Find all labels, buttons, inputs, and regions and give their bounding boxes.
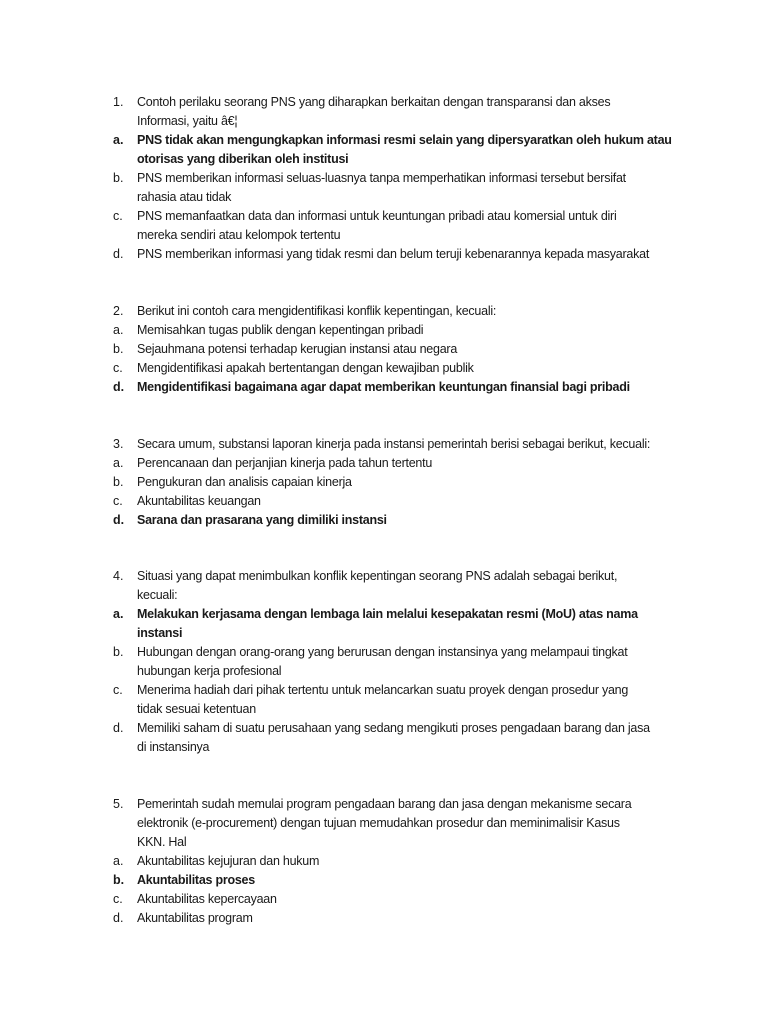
item-text-line: Akuntabilitas kepercayaan [137,892,277,906]
answer-option [113,169,713,207]
item-text-line: Akuntabilitas keuangan [137,494,261,508]
item-text-line: Pengukuran dan analisis capaian kinerja [137,475,352,489]
item-label: a. [113,133,124,147]
question-stem [113,795,713,852]
item-label: c. [113,361,123,375]
item-text-line: PNS memberikan informasi yang tidak resmi dan belum teruji kebenarannya kepada masyarakat [137,247,650,261]
item-text-line: tidak sesuai ketentuan [137,702,256,716]
item-text-line: Menerima hadiah dari pihak tertentu untuk melancarkan suatu proyek dengan prosedur yang [137,683,629,697]
item-label: a. [113,456,124,470]
answer-option [113,340,713,359]
item-text-line: Akuntabilitas kejujuran dan hukum [137,854,320,868]
item-label: d. [113,911,124,925]
item-label: a. [113,854,124,868]
item-label: d. [113,380,125,394]
item-label: b. [113,475,124,489]
item-label: a. [113,607,124,621]
item-text-line: Contoh perilaku seorang PNS yang diharapkan berkaitan dengan transparansi dan akses [137,95,611,109]
question-2 [113,302,713,397]
item-label: 3. [113,437,124,451]
item-text-line: hubungan kerja profesional [137,664,282,678]
item-text-line: Mengidentifikasi apakah bertentangan dengan kewajiban publik [137,361,474,375]
answer-option [113,719,713,757]
item-text-line: Akuntabilitas proses [137,873,255,887]
question-3 [113,435,713,530]
answer-option [113,359,713,378]
item-label: d. [113,513,125,527]
item-text-line: Mengidentifikasi bagaimana agar dapat memberikan keuntungan finansial bagi pribadi [137,380,630,394]
question-5 [113,795,713,928]
item-text-line: PNS memberikan informasi seluas-luasnya tanpa memperhatikan informasi tersebut bersifat [137,171,626,185]
item-text-line: Sejauhmana potensi terhadap kerugian instansi atau negara [137,342,458,356]
item-label: c. [113,683,123,697]
question-stem [113,567,713,605]
item-label: b. [113,873,125,887]
answer-option [113,473,713,492]
item-text-line: Memiliki saham di suatu perusahaan yang sedang mengikuti proses pengadaan barang dan jasa [137,721,650,735]
item-label: c. [113,494,123,508]
item-label: 1. [113,95,124,109]
answer-option [113,681,713,719]
item-text-line: Informasi, yaitu â€¦ [137,114,238,128]
item-label: c. [113,209,123,223]
item-text-line: Berikut ini contoh cara mengidentifikasi konflik kepentingan, kecuali: [137,304,497,318]
answer-option [113,890,713,909]
answer-option [113,321,713,340]
answer-option [113,511,713,530]
item-text-line: instansi [137,626,183,640]
item-text-line: otorisas yang diberikan oleh institusi [137,152,349,166]
question-1 [113,93,713,264]
item-text-line: Melakukan kerjasama dengan lembaga lain melalui kesepakatan resmi (MoU) atas nama [137,607,638,621]
item-text-line: rahasia atau tidak [137,190,232,204]
item-text-line: Hubungan dengan orang-orang yang berurusan dengan instansinya yang melampaui tingkat [137,645,628,659]
item-label: d. [113,721,124,735]
answer-option [113,871,713,890]
question-stem [113,93,713,131]
item-text-line: Sarana dan prasarana yang dimiliki instansi [137,513,387,527]
item-text-line: mereka sendiri atau kelompok tertentu [137,228,341,242]
item-label: b. [113,171,124,185]
question-stem [113,302,713,321]
answer-option [113,245,713,264]
item-text-line: KKN. Hal [137,835,187,849]
item-text-line: PNS memanfaatkan data dan informasi untuk keuntungan pribadi atau komersial untuk diri [137,209,617,223]
item-text-line: Memisahkan tugas publik dengan kepentingan pribadi [137,323,424,337]
answer-option [113,378,713,397]
answer-option [113,643,713,681]
item-text-line: kecuali: [137,588,178,602]
item-text-line: Pemerintah sudah memulai program pengadaan barang dan jasa dengan mekanisme secara [137,797,632,811]
question-stem [113,435,713,454]
answer-option [113,131,713,169]
item-text-line: di instansinya [137,740,210,754]
item-label: b. [113,342,124,356]
item-label: a. [113,323,124,337]
question-4 [113,567,713,757]
item-label: d. [113,247,124,261]
item-text-line: Akuntabilitas program [137,911,253,925]
answer-option [113,852,713,871]
item-label: b. [113,645,124,659]
item-label: c. [113,892,123,906]
answer-option [113,207,713,245]
item-label: 2. [113,304,124,318]
item-label: 4. [113,569,124,583]
answer-option [113,454,713,473]
item-label: 5. [113,797,124,811]
item-text-line: elektronik (e-procurement) dengan tujuan memudahkan prosedur dan meminimalisir Kasus [137,816,620,830]
item-text-line: PNS tidak akan mengungkapkan informasi resmi selain yang dipersyaratkan oleh hukum atau [137,133,672,147]
answer-option [113,605,713,643]
answer-option [113,909,713,928]
item-text-line: Situasi yang dapat menimbulkan konflik kepentingan seorang PNS adalah sebagai berikut, [137,569,618,583]
answer-option [113,492,713,511]
item-text-line: Secara umum, substansi laporan kinerja pada instansi pemerintah berisi sebagai berikut, kecuali: [137,437,651,451]
item-text-line: Perencanaan dan perjanjian kinerja pada tahun tertentu [137,456,433,470]
